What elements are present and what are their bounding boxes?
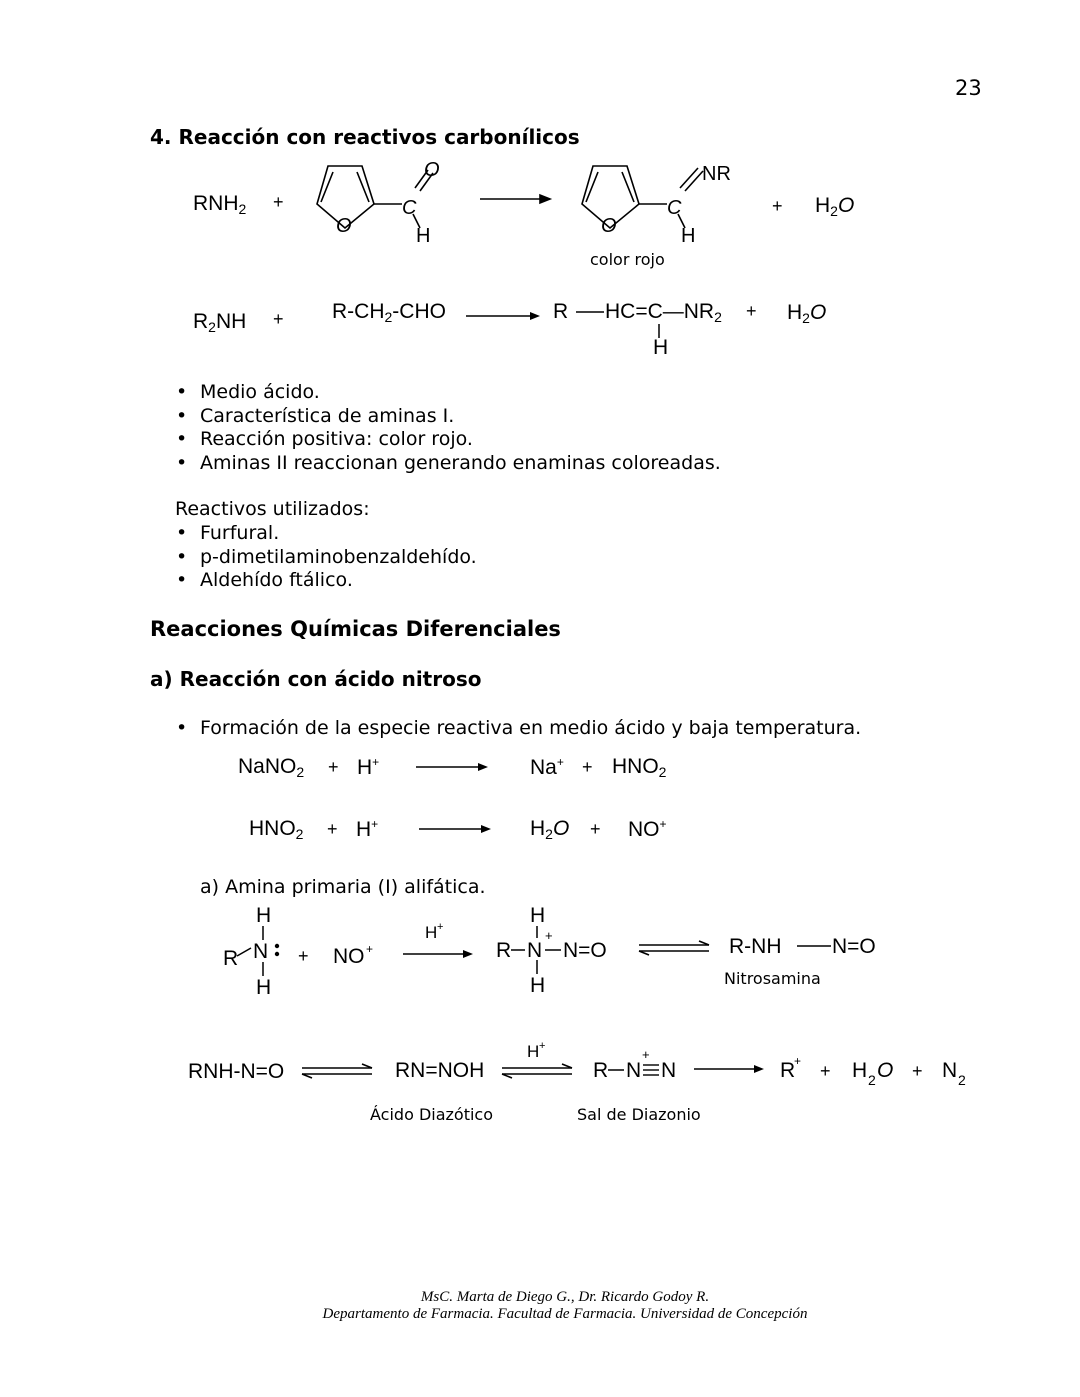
reaction2-product-h: H: [653, 336, 669, 359]
mech1-plus: +: [298, 946, 309, 966]
primary-amine-title: a) Amina primaria (I) alifática.: [200, 876, 486, 898]
list-item: • Reacción positiva: color rojo.: [174, 428, 721, 452]
list-item: • Aminas II reaccionan generando enaminas coloreadas.: [174, 452, 721, 476]
mech2-water-o: O: [877, 1059, 894, 1082]
mech1-catalyst-charge: +: [437, 921, 444, 933]
amine-n: N: [253, 940, 269, 963]
intermediate-n: N: [527, 939, 543, 962]
mech2-plus1: +: [820, 1061, 831, 1081]
list-item: • Medio ácido.: [174, 381, 721, 405]
furfural-hydrogen: H: [416, 225, 431, 247]
intermediate-r: R: [496, 939, 512, 962]
reaction2-product-chain: $HC=C—NR_2$: [605, 300, 722, 325]
mech2-equilibrium-arrow-1: [302, 1064, 372, 1078]
nitrous-bullets: [174, 717, 861, 741]
reaction2-aldehyde: $R-CH_2$-CHO: [332, 300, 446, 325]
reaction1-product-label: color rojo: [590, 250, 665, 269]
reaction2-product-r: R: [553, 300, 569, 323]
eq1-proton: H+: [357, 755, 380, 779]
nitrogen-sub: 2: [958, 1072, 966, 1088]
mech1-catalyst: H: [425, 923, 438, 942]
nitrosamine-no: N=O: [832, 935, 876, 958]
intermediate-h-top: H: [530, 904, 546, 927]
product-hydrogen: H: [681, 225, 696, 247]
reaction2-plus1: +: [273, 309, 284, 329]
eq2-arrow: [415, 819, 505, 839]
intermediate-no: N=O: [563, 939, 607, 962]
mech2-water: H: [852, 1059, 868, 1082]
eq1-lhs: NaNO$_2$: [238, 755, 305, 780]
reaction2-plus2: +: [746, 301, 757, 321]
intermediate-h-bottom: H: [530, 974, 546, 997]
product-carbon: C: [667, 197, 682, 219]
furfural-carbon: C: [402, 197, 417, 219]
diazonium-salt-label: Sal de Diazonio: [577, 1105, 701, 1124]
differential-title: Reacciones Químicas Diferenciales: [150, 617, 561, 641]
list-item: • Formación de la especie reactiva en medio ácido y baja temperatura.: [174, 717, 861, 741]
footer-authors: MsC. Marta de Diego G., Dr. Ricardo Godoy R.: [420, 1289, 710, 1305]
lone-pair-dot: [275, 952, 279, 956]
eq2-rhs1: $H_2O$: [530, 817, 570, 842]
amine-h-top: H: [256, 904, 272, 927]
mech2-water-sub: 2: [868, 1072, 876, 1088]
mech2-diazotic-acid: RN=NOH: [395, 1059, 485, 1082]
product-nr: NR: [702, 163, 731, 185]
diazotization-mechanism: [180, 1035, 980, 1095]
reaction1-plus1: +: [273, 192, 284, 212]
reaction1-amine: $RNH_2$: [193, 192, 247, 217]
section-4-title: 4. Reacción con reactivos carbonílicos: [150, 125, 580, 149]
diazotic-acid-label: Ácido Diazótico: [370, 1105, 493, 1124]
eq1-rhs1: Na+: [530, 755, 564, 779]
furfural-ring-oxygen: O: [336, 215, 352, 237]
mech2-equilibrium-arrow-2: [502, 1064, 572, 1078]
diazonium-charge: +: [642, 1047, 650, 1062]
product-ring-oxygen: O: [601, 215, 617, 237]
mech2-plus2: +: [912, 1061, 923, 1081]
nitrogen: N: [942, 1059, 958, 1082]
eq1-arrow: [412, 757, 502, 777]
diazonium-n2: N: [661, 1059, 677, 1082]
list-item: • p-dimetilaminobenzaldehído.: [174, 546, 477, 570]
eq2-rhs2: NO+: [628, 817, 667, 841]
nitrosamine: R-NH: [729, 935, 782, 958]
nitrosonium: NO: [333, 945, 365, 968]
eq1-plus: +: [328, 757, 339, 777]
mech2-arrow-head: [754, 1065, 764, 1073]
reagents-list: [174, 522, 477, 593]
carbocation: R: [780, 1059, 796, 1082]
list-item: • Furfural.: [174, 522, 477, 546]
reaction1-arrow: [480, 195, 550, 203]
nitrosamine-label: Nitrosamina: [724, 969, 821, 988]
reagents-title: Reactivos utilizados:: [175, 498, 370, 520]
eq2-plus: +: [327, 819, 338, 839]
section4-bullets: [174, 381, 721, 475]
nitrous-acid-title: a) Reacción con ácido nitroso: [150, 667, 482, 691]
mech1-equilibrium-arrow: [639, 941, 709, 955]
amine-r: R: [223, 947, 239, 970]
eq2-plus2: +: [590, 819, 601, 839]
eq2-proton: H+: [356, 817, 379, 841]
mech2-nitrosamine: RNH-N=O: [188, 1060, 285, 1083]
amine-h-bottom: H: [256, 976, 272, 999]
reaction2-arrow: [462, 306, 552, 326]
diazonium-r: R: [593, 1059, 609, 1082]
lone-pair-dot: [275, 944, 279, 948]
reaction1-plus2: +: [772, 196, 783, 216]
footer-department: Departamento de Farmacia. Facultad de Farmacia. Universidad de Concepción: [322, 1306, 808, 1322]
diazonium-n1: N: [626, 1059, 642, 1082]
page-number: 23: [955, 76, 982, 100]
eq1-rhs2: $HNO_2$: [612, 755, 667, 780]
reaction2-amine: $R_2NH$: [193, 310, 247, 335]
list-item: • Aldehído ftálico.: [174, 569, 477, 593]
carbocation-charge: +: [794, 1054, 802, 1068]
triple-bond: [643, 1065, 659, 1075]
nitrosonium-charge: +: [366, 942, 374, 956]
furfural-carbonyl-oxygen: O: [424, 159, 440, 181]
furfural-reaction-structures: [300, 150, 770, 280]
reaction2-water: $H_2O$: [787, 301, 827, 326]
list-item: • Característica de aminas I.: [174, 405, 721, 429]
mech2-catalyst-charge: +: [539, 1040, 546, 1052]
mech2-catalyst: H: [527, 1042, 540, 1061]
intermediate-charge: +: [545, 928, 553, 943]
reaction1-water: $H_2O$: [815, 194, 855, 219]
eq1-plus2: +: [582, 757, 593, 777]
eq2-lhs: $HNO_2$: [249, 817, 304, 842]
